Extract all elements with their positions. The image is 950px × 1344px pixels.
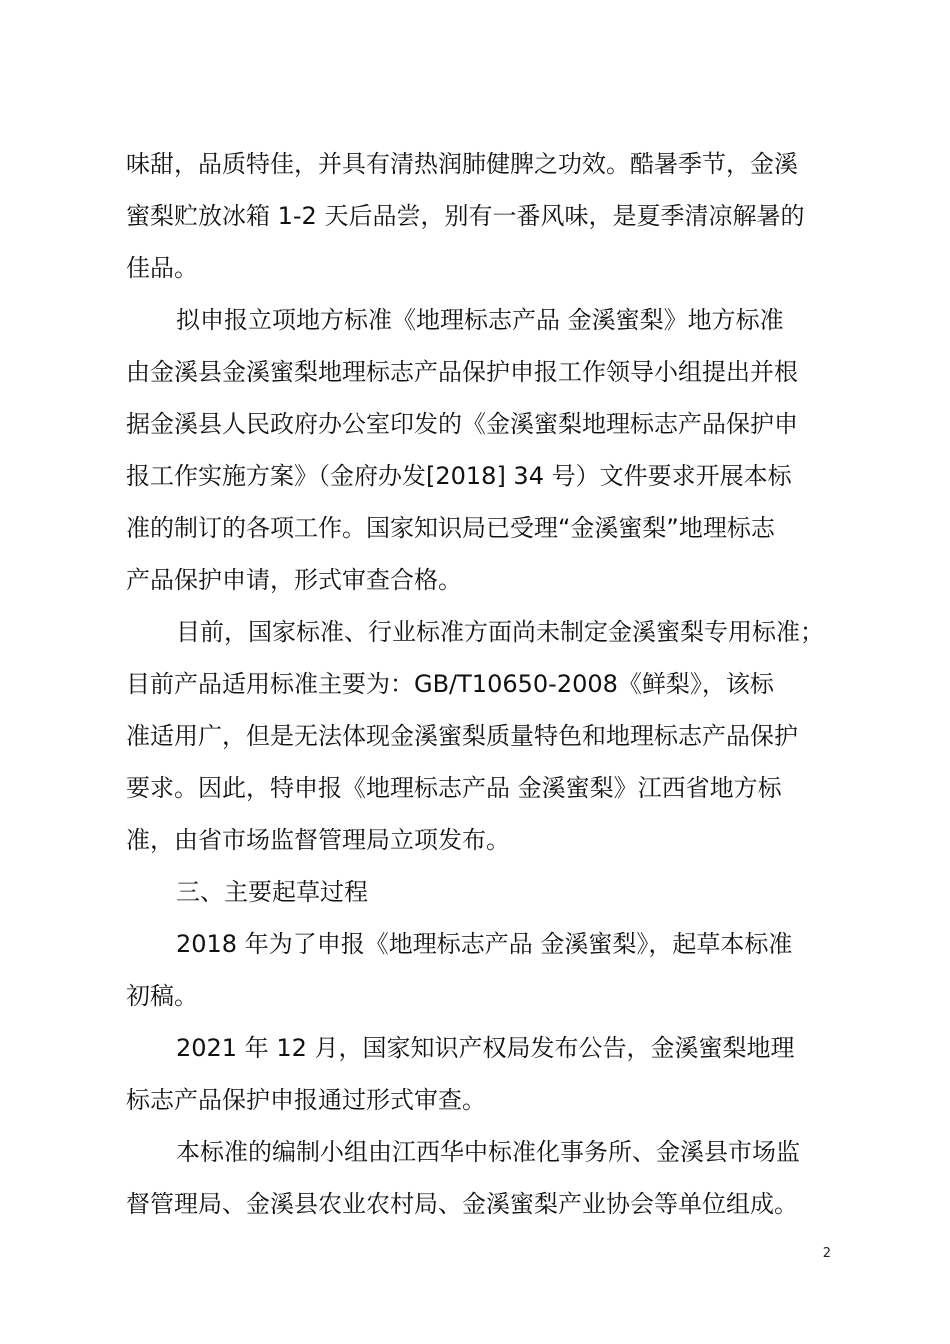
text-line-10: 目前，国家标准、行业标准方面尚未制定金溪蜜梨专用标准；: [176, 618, 824, 646]
text-line-3: 佳品。: [126, 254, 198, 282]
text-line-13: 要求。因此，特申报《地理标志产品 金溪蜜梨》江西省地方标: [126, 774, 782, 802]
text-line-12: 准适用广，但是无法体现金溪蜜梨质量特色和地理标志产品保护: [126, 722, 798, 750]
text-line-19: 标志产品保护申报通过形式审查。: [126, 1086, 486, 1114]
page-number: 2: [822, 1246, 831, 1261]
section-heading: 三、主要起草过程: [176, 878, 368, 906]
text-line-14: 准，由省市场监督管理局立项发布。: [126, 826, 510, 854]
text-line-20: 本标准的编制小组由江西华中标准化事务所、金溪县市场监: [176, 1138, 800, 1166]
text-line-8: 准的制订的各项工作。国家知识局已受理“金溪蜜梨”地理标志: [126, 514, 775, 542]
text-line-7: 报工作实施方案》（金府办发[2018] 34 号）文件要求开展本标: [126, 462, 792, 490]
text-line-9: 产品保护申请，形式审查合格。: [126, 566, 462, 594]
text-line-18: 2021 年 12 月，国家知识产权局发布公告，金溪蜜梨地理: [176, 1034, 795, 1062]
text-line-5: 由金溪县金溪蜜梨地理标志产品保护申报工作领导小组提出并根: [126, 358, 798, 386]
text-line-2: 蜜梨贮放冰箱 1-2 天后品尝，别有一番风味，是夏季清凉解暑的: [126, 202, 805, 230]
text-line-16: 2018 年为了申报《地理标志产品 金溪蜜梨》，起草本标准: [176, 930, 793, 958]
text-line-11: 目前产品适用标准主要为：GB/T10650-2008《鲜梨》，该标: [126, 670, 774, 698]
text-line-17: 初稿。: [126, 982, 198, 1010]
text-line-6: 据金溪县人民政府办公室印发的《金溪蜜梨地理标志产品保护申: [126, 410, 798, 438]
text-line-21: 督管理局、金溪县农业农村局、金溪蜜梨产业协会等单位组成。: [126, 1190, 798, 1218]
text-line-4: 拟申报立项地方标准《地理标志产品 金溪蜜梨》地方标准: [176, 306, 784, 334]
text-line-1: 味甜，品质特佳，并具有清热润肺健脾之功效。酷暑季节，金溪: [126, 150, 798, 178]
